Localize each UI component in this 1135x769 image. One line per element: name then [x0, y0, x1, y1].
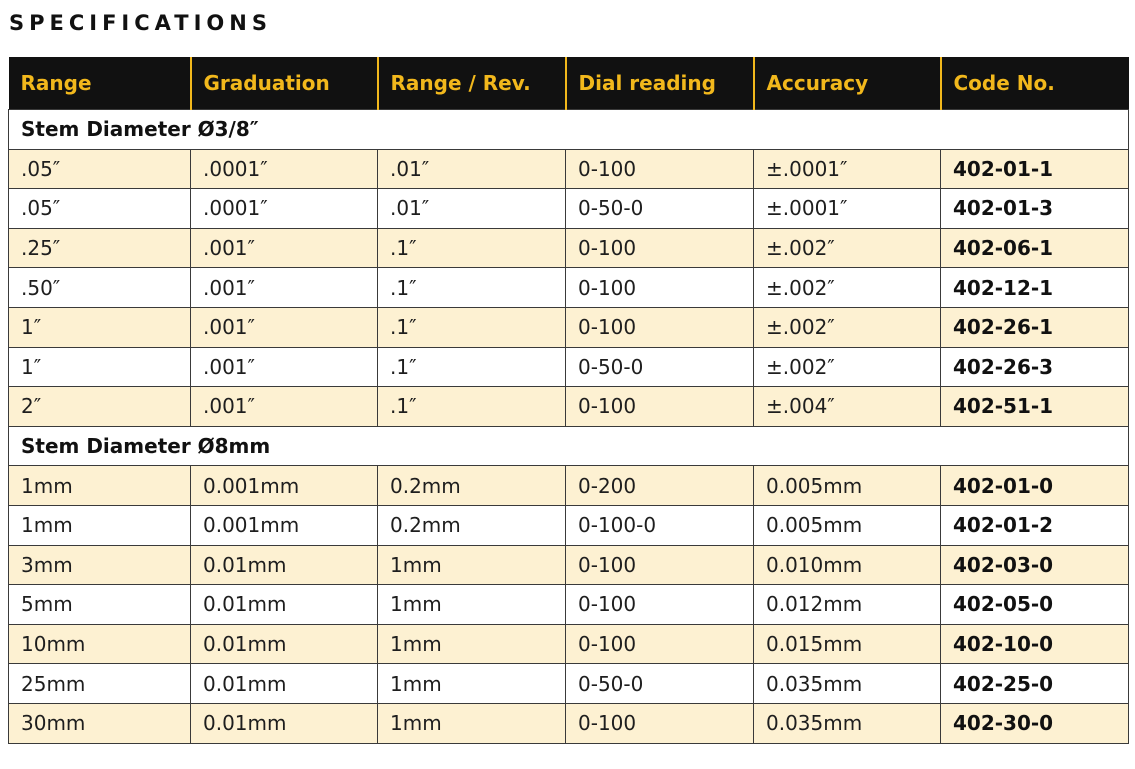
cell-graduation: .001″: [191, 307, 378, 347]
cell-range: 1mm: [9, 466, 191, 506]
cell-range-per-rev: .1″: [378, 347, 566, 387]
table-row: [9, 545, 1129, 585]
table-row: [9, 228, 1129, 268]
cell-code-no: 402-26-3: [941, 347, 1129, 387]
cell-graduation: 0.01mm: [191, 624, 378, 664]
cell-code-no: 402-01-3: [941, 189, 1129, 229]
cell-range: .50″: [9, 268, 191, 308]
cell-range-per-rev: 1mm: [378, 664, 566, 704]
cell-range-per-rev: 1mm: [378, 585, 566, 625]
cell-graduation: .0001″: [191, 149, 378, 189]
cell-range-per-rev: 1mm: [378, 624, 566, 664]
table-row: [9, 149, 1129, 189]
cell-range-per-rev: .01″: [378, 149, 566, 189]
cell-dial-reading: 0-100: [566, 307, 754, 347]
cell-accuracy: 0.015mm: [754, 624, 941, 664]
cell-range-per-rev: 0.2mm: [378, 505, 566, 545]
cell-range: 30mm: [9, 703, 191, 743]
page-title: SPECIFICATIONS: [9, 11, 272, 35]
table-row: [9, 268, 1129, 308]
table-row: [9, 347, 1129, 387]
cell-accuracy: 0.035mm: [754, 703, 941, 743]
cell-graduation: 0.001mm: [191, 466, 378, 506]
cell-graduation: .0001″: [191, 189, 378, 229]
cell-range-per-rev: .1″: [378, 387, 566, 427]
cell-dial-reading: 0-100: [566, 387, 754, 427]
header-accuracy: Accuracy: [754, 57, 941, 110]
cell-accuracy: 0.012mm: [754, 585, 941, 625]
table-body: [9, 110, 1129, 744]
header-code-no: Code No.: [941, 57, 1129, 110]
cell-code-no: 402-25-0: [941, 664, 1129, 704]
cell-accuracy: 0.005mm: [754, 505, 941, 545]
table-row: [9, 189, 1129, 229]
cell-code-no: 402-01-0: [941, 466, 1129, 506]
cell-code-no: 402-01-1: [941, 149, 1129, 189]
cell-range-per-rev: 0.2mm: [378, 466, 566, 506]
cell-range: .25″: [9, 228, 191, 268]
cell-accuracy: 0.010mm: [754, 545, 941, 585]
cell-range-per-rev: 1mm: [378, 545, 566, 585]
cell-code-no: 402-01-2: [941, 505, 1129, 545]
cell-accuracy: ±.002″: [754, 347, 941, 387]
cell-dial-reading: 0-200: [566, 466, 754, 506]
cell-range: 25mm: [9, 664, 191, 704]
cell-dial-reading: 0-100: [566, 624, 754, 664]
cell-code-no: 402-51-1: [941, 387, 1129, 427]
cell-code-no: 402-30-0: [941, 703, 1129, 743]
cell-accuracy: ±.0001″: [754, 189, 941, 229]
cell-graduation: .001″: [191, 347, 378, 387]
cell-code-no: 402-10-0: [941, 624, 1129, 664]
cell-dial-reading: 0-50-0: [566, 664, 754, 704]
cell-accuracy: 0.035mm: [754, 664, 941, 704]
cell-range: 1mm: [9, 505, 191, 545]
cell-range-per-rev: 1mm: [378, 703, 566, 743]
header-range: Range: [9, 57, 191, 110]
cell-dial-reading: 0-100: [566, 149, 754, 189]
cell-dial-reading: 0-100: [566, 545, 754, 585]
header-dial-reading: Dial reading: [566, 57, 754, 110]
header-range-per-rev: Range / Rev.: [378, 57, 566, 110]
table-row: [9, 664, 1129, 704]
cell-graduation: 0.001mm: [191, 505, 378, 545]
cell-code-no: 402-26-1: [941, 307, 1129, 347]
cell-range: 3mm: [9, 545, 191, 585]
section-label: Stem Diameter Ø8mm: [9, 426, 1129, 466]
cell-range: .05″: [9, 149, 191, 189]
cell-dial-reading: 0-50-0: [566, 347, 754, 387]
cell-code-no: 402-05-0: [941, 585, 1129, 625]
cell-accuracy: ±.002″: [754, 307, 941, 347]
cell-range-per-rev: .1″: [378, 268, 566, 308]
cell-range: 5mm: [9, 585, 191, 625]
cell-accuracy: ±.0001″: [754, 149, 941, 189]
cell-dial-reading: 0-100: [566, 268, 754, 308]
cell-graduation: 0.01mm: [191, 585, 378, 625]
cell-graduation: .001″: [191, 387, 378, 427]
cell-range: 1″: [9, 347, 191, 387]
specifications-table: [8, 57, 1129, 744]
table-row: [9, 703, 1129, 743]
cell-accuracy: 0.005mm: [754, 466, 941, 506]
cell-range: 10mm: [9, 624, 191, 664]
cell-range-per-rev: .01″: [378, 189, 566, 229]
cell-accuracy: ±.002″: [754, 228, 941, 268]
table-row: [9, 466, 1129, 506]
cell-accuracy: ±.002″: [754, 268, 941, 308]
table-row: [9, 585, 1129, 625]
cell-graduation: .001″: [191, 268, 378, 308]
cell-code-no: 402-03-0: [941, 545, 1129, 585]
cell-graduation: 0.01mm: [191, 703, 378, 743]
table-row: [9, 387, 1129, 427]
table-header-row: [9, 57, 1129, 110]
cell-range-per-rev: .1″: [378, 307, 566, 347]
cell-dial-reading: 0-100: [566, 228, 754, 268]
cell-dial-reading: 0-100: [566, 585, 754, 625]
cell-dial-reading: 0-50-0: [566, 189, 754, 229]
cell-graduation: 0.01mm: [191, 545, 378, 585]
cell-range: .05″: [9, 189, 191, 229]
section-row: [9, 426, 1129, 466]
cell-range: 1″: [9, 307, 191, 347]
cell-accuracy: ±.004″: [754, 387, 941, 427]
table-row: [9, 307, 1129, 347]
cell-range-per-rev: .1″: [378, 228, 566, 268]
table-row: [9, 505, 1129, 545]
table-row: [9, 624, 1129, 664]
cell-dial-reading: 0-100: [566, 703, 754, 743]
section-label: Stem Diameter Ø3/8″: [9, 110, 1129, 150]
cell-graduation: .001″: [191, 228, 378, 268]
cell-dial-reading: 0-100-0: [566, 505, 754, 545]
cell-code-no: 402-06-1: [941, 228, 1129, 268]
section-row: [9, 110, 1129, 150]
cell-code-no: 402-12-1: [941, 268, 1129, 308]
header-graduation: Graduation: [191, 57, 378, 110]
cell-graduation: 0.01mm: [191, 664, 378, 704]
cell-range: 2″: [9, 387, 191, 427]
